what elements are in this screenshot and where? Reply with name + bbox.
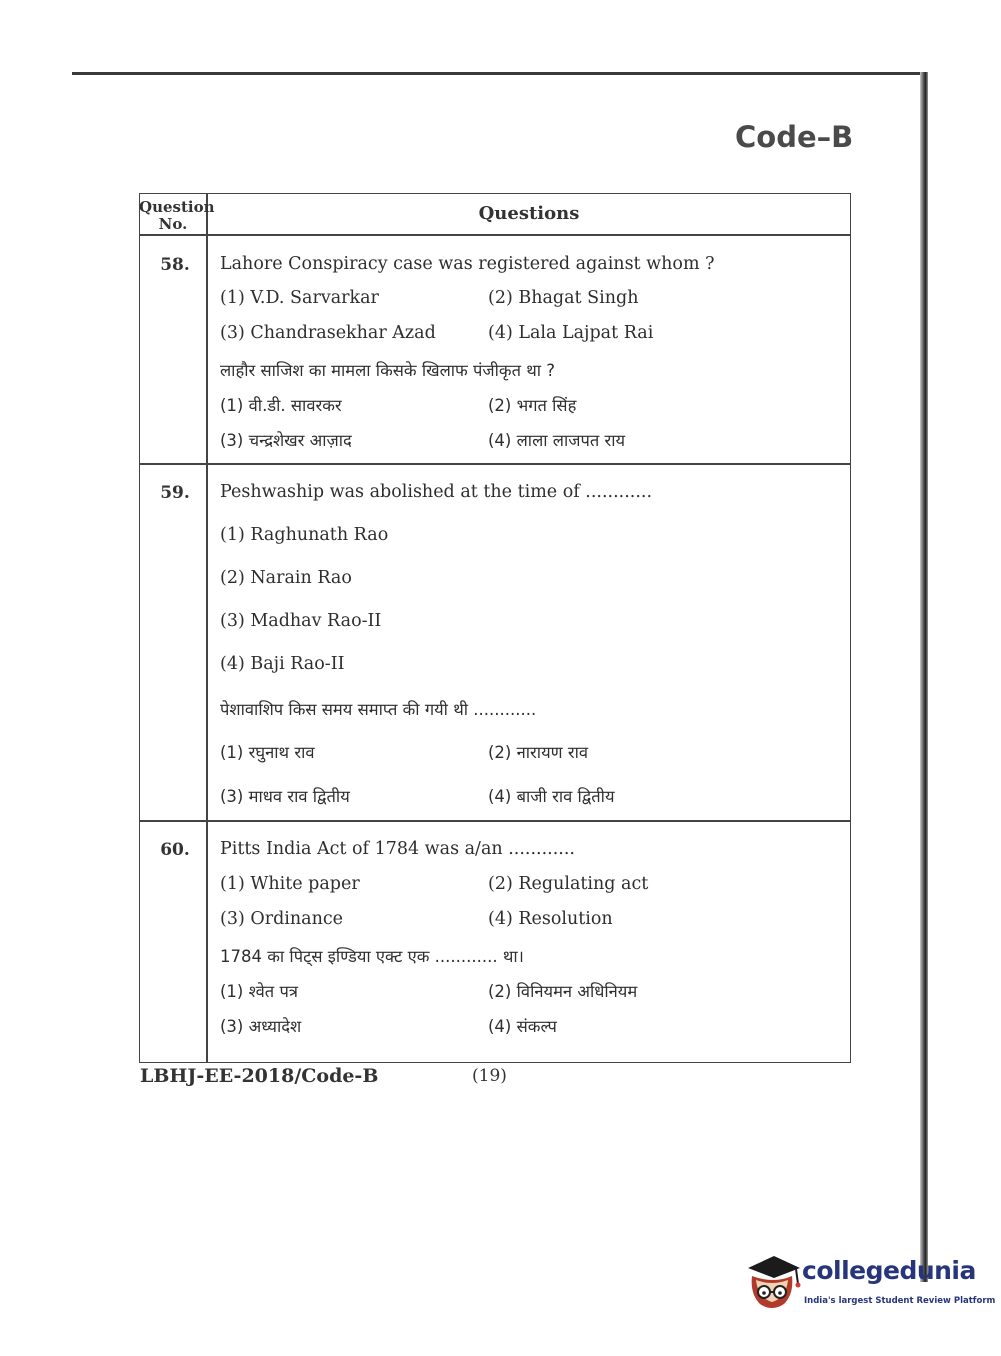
question-59-text-hi: पेशावाशिप किस समय समाप्त की गयी थी ............ <box>220 700 537 719</box>
logo-tagline: India's largest Student Review Platform <box>804 1296 996 1306</box>
question-60-option-4-en: (4) Resolution <box>488 909 613 929</box>
question-60-option-3-en: (3) Ordinance <box>220 909 343 929</box>
question-60-option-2-en: (2) Regulating act <box>488 874 649 894</box>
logo-wordmark: collegedunia <box>802 1256 976 1285</box>
question-58-number: 58. <box>160 255 190 275</box>
row-divider-58 <box>139 463 851 465</box>
question-58-option-3-hi: (3) चन्द्रशेखर आज़ाद <box>220 431 352 450</box>
question-58-option-1-hi: (1) वी.डी. सावरकर <box>220 396 342 415</box>
column-header-question-no-text: Question No. <box>139 198 215 233</box>
question-59-option-2-en: (2) Narain Rao <box>220 568 352 588</box>
question-60-option-1-en: (1) White paper <box>220 874 360 894</box>
question-58-option-4-en: (4) Lala Lajpat Rai <box>488 323 654 343</box>
question-58-text-en: Lahore Conspiracy case was registered against whom ? <box>220 254 715 274</box>
question-58-option-2-en: (2) Bhagat Singh <box>488 288 639 308</box>
page-top-border <box>72 72 928 75</box>
question-59-number: 59. <box>160 483 190 503</box>
question-60-text-en: Pitts India Act of 1784 was a/an ............ <box>220 839 575 859</box>
question-59-option-3-en: (3) Madhav Rao-II <box>220 611 382 631</box>
question-59-option-4-en: (4) Baji Rao-II <box>220 654 345 674</box>
footer-paper-code: LBHJ-EE-2018/Code-B <box>140 1065 379 1087</box>
question-58-option-2-hi: (2) भगत सिंह <box>488 396 577 415</box>
page-number: (19) <box>472 1066 507 1086</box>
question-59-option-3-hi: (3) माधव राव द्वितीय <box>220 787 350 806</box>
question-60-text-hi: 1784 का पिट्स इण्डिया एक्ट एक ............ था। <box>220 947 524 966</box>
question-59-option-2-hi: (2) नारायण राव <box>488 743 589 762</box>
question-58-option-3-en: (3) Chandrasekhar Azad <box>220 323 436 343</box>
header-divider <box>139 234 851 236</box>
question-58-text-hi: लाहौर साजिश का मामला किसके खिलाफ पंजीकृत था ? <box>220 361 556 380</box>
page-right-edge <box>920 72 928 1282</box>
question-60-option-4-hi: (4) संकल्प <box>488 1017 557 1036</box>
column-header-questions: Questions <box>478 203 580 224</box>
question-58-option-1-en: (1) V.D. Sarvarkar <box>220 288 379 308</box>
column-divider <box>206 193 208 1063</box>
collegedunia-logo[interactable] <box>744 1250 996 1312</box>
question-59-option-1-en: (1) Raghunath Rao <box>220 525 389 545</box>
column-header-question-no <box>139 198 215 233</box>
question-60-option-1-hi: (1) श्वेत पत्र <box>220 982 298 1001</box>
question-59-option-1-hi: (1) रघुनाथ राव <box>220 743 315 762</box>
question-60-option-3-hi: (3) अध्यादेश <box>220 1017 302 1036</box>
paper-code: Code–B <box>735 120 854 154</box>
question-59-text-en: Peshwaship was abolished at the time of ............ <box>220 482 653 502</box>
question-60-number: 60. <box>160 840 190 860</box>
mascot-icon <box>744 1250 802 1312</box>
row-divider-59 <box>139 820 851 822</box>
question-60-option-2-hi: (2) विनियमन अधिनियम <box>488 982 638 1001</box>
question-58-option-4-hi: (4) लाला लाजपत राय <box>488 431 626 450</box>
question-59-option-4-hi: (4) बाजी राव द्वितीय <box>488 787 615 806</box>
